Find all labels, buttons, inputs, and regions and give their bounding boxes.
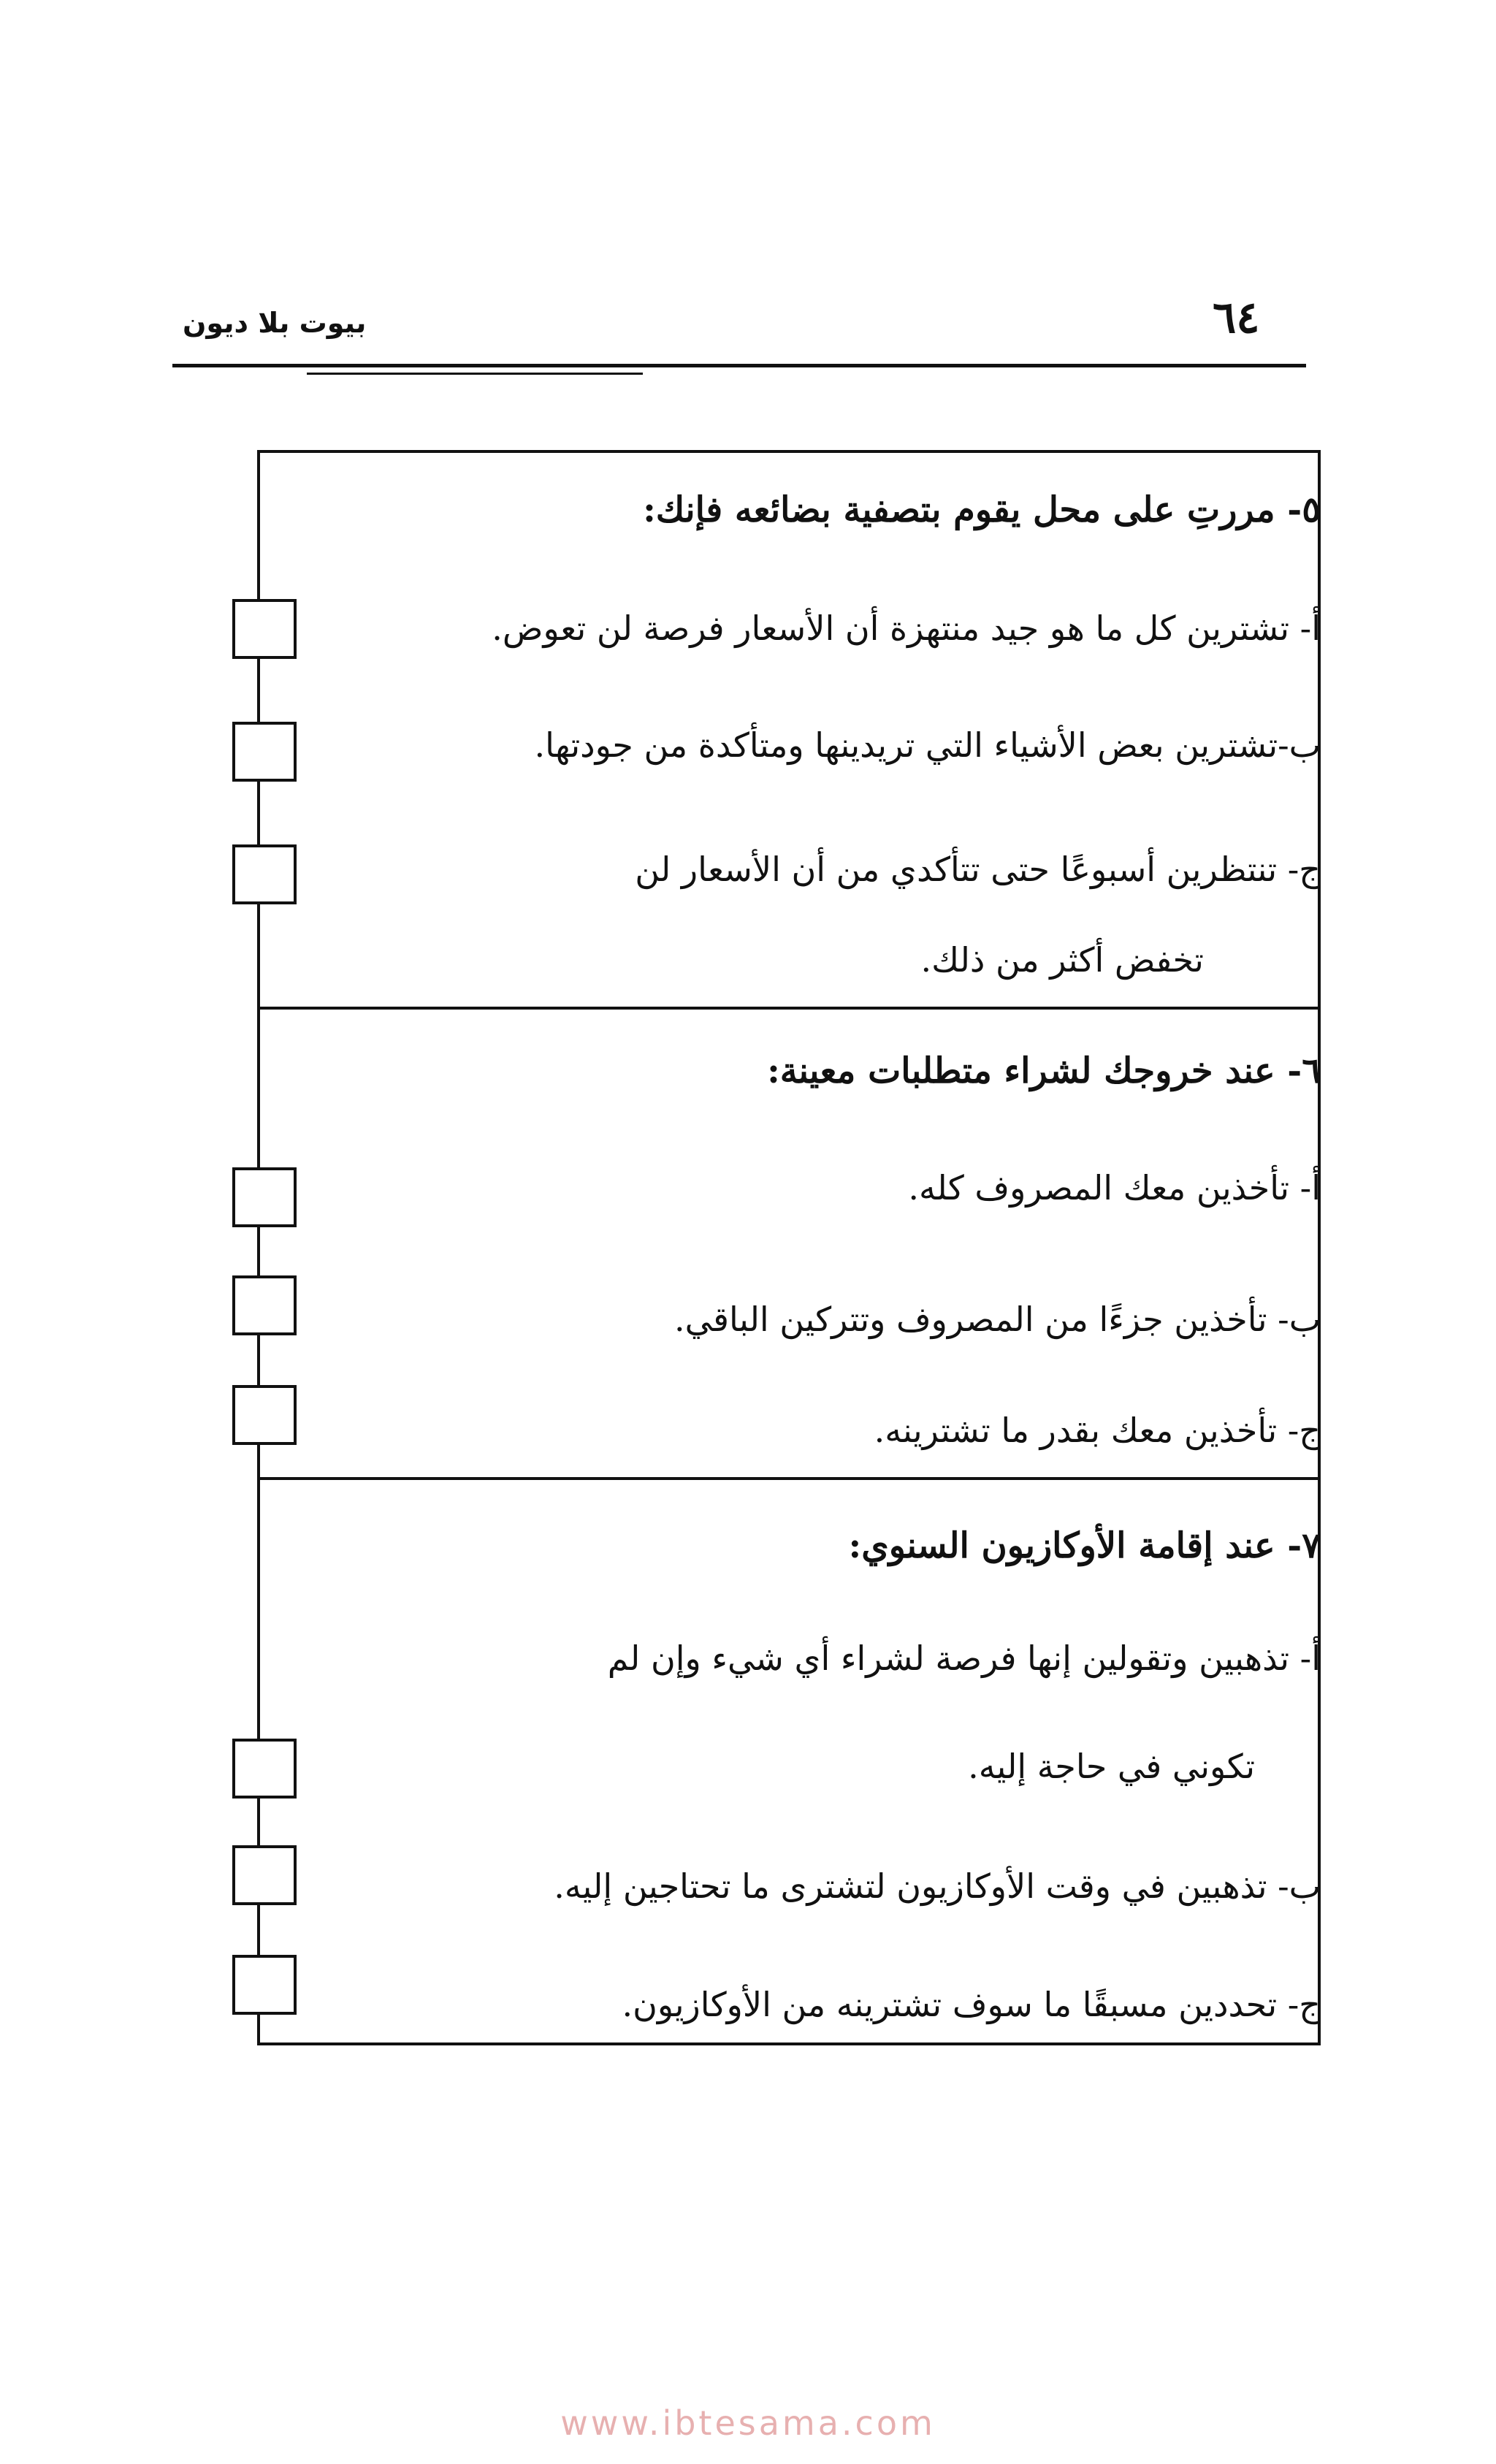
q5-option-c: ج- تنتظرين أسبوعًا حتى تتأكدي من أن الأسعار لن <box>635 850 1321 889</box>
q6-option-a: أ- تأخذين معك المصروف كله. <box>908 1168 1321 1208</box>
header-rule-short <box>307 373 643 375</box>
section-divider <box>257 1007 1321 1010</box>
q7-option-a-cont: تكوني في حاجة إليه. <box>968 1747 1255 1786</box>
q7-option-a: أ- تذهبين وتقولين إنها فرصة لشراء أي شيء وإن لم <box>607 1639 1321 1678</box>
questions-box <box>257 450 1321 2045</box>
question-5-title: ٥- مررتِ على محل يقوم بتصفية بضائعه فإنك: <box>643 489 1321 530</box>
checkbox-connector <box>257 450 260 2045</box>
q5-option-b-checkbox[interactable] <box>232 722 297 782</box>
q5-option-c-cont: تخفض أكثر من ذلك. <box>920 940 1204 980</box>
q6-option-c: ج- تأخذين معك بقدر ما تشترينه. <box>874 1411 1321 1450</box>
q5-option-c-checkbox[interactable] <box>232 844 297 904</box>
book-title: بيوت بلا ديون <box>183 307 367 339</box>
q5-option-b: ب-تشترين بعض الأشياء التي تريدينها ومتأكدة من جودتها. <box>534 725 1321 765</box>
q6-option-c-checkbox[interactable] <box>232 1385 297 1445</box>
q5-option-a: أ- تشترين كل ما هو جيد منتهزة أن الأسعار فرصة لن تعوض. <box>492 609 1321 648</box>
site-watermark: www.ibtesama.com <box>560 2403 936 2443</box>
header-rule <box>172 364 1306 367</box>
q7-option-c-checkbox[interactable] <box>232 1955 297 2015</box>
q6-option-b-checkbox[interactable] <box>232 1275 297 1335</box>
q6-option-b: ب- تأخذين جزءًا من المصروف وتتركين الباقي. <box>674 1300 1321 1339</box>
q7-option-c: ج- تحددين مسبقًا ما سوف تشترينه من الأوكازيون. <box>622 1985 1321 2024</box>
q7-option-a-checkbox[interactable] <box>232 1739 297 1799</box>
q5-option-a-checkbox[interactable] <box>232 599 297 659</box>
question-7-title: ٧- عند إقامة الأوكازيون السنوي: <box>848 1525 1321 1566</box>
q7-option-b: ب- تذهبين في وقت الأوكازيون لتشترى ما تحتاجين إليه. <box>554 1866 1321 1906</box>
section-divider <box>257 1477 1321 1480</box>
question-6-title: ٦- عند خروجك لشراء متطلبات معينة: <box>767 1050 1321 1091</box>
page-number: ٦٤ <box>1213 292 1260 343</box>
q7-option-b-checkbox[interactable] <box>232 1845 297 1905</box>
q6-option-a-checkbox[interactable] <box>232 1167 297 1227</box>
